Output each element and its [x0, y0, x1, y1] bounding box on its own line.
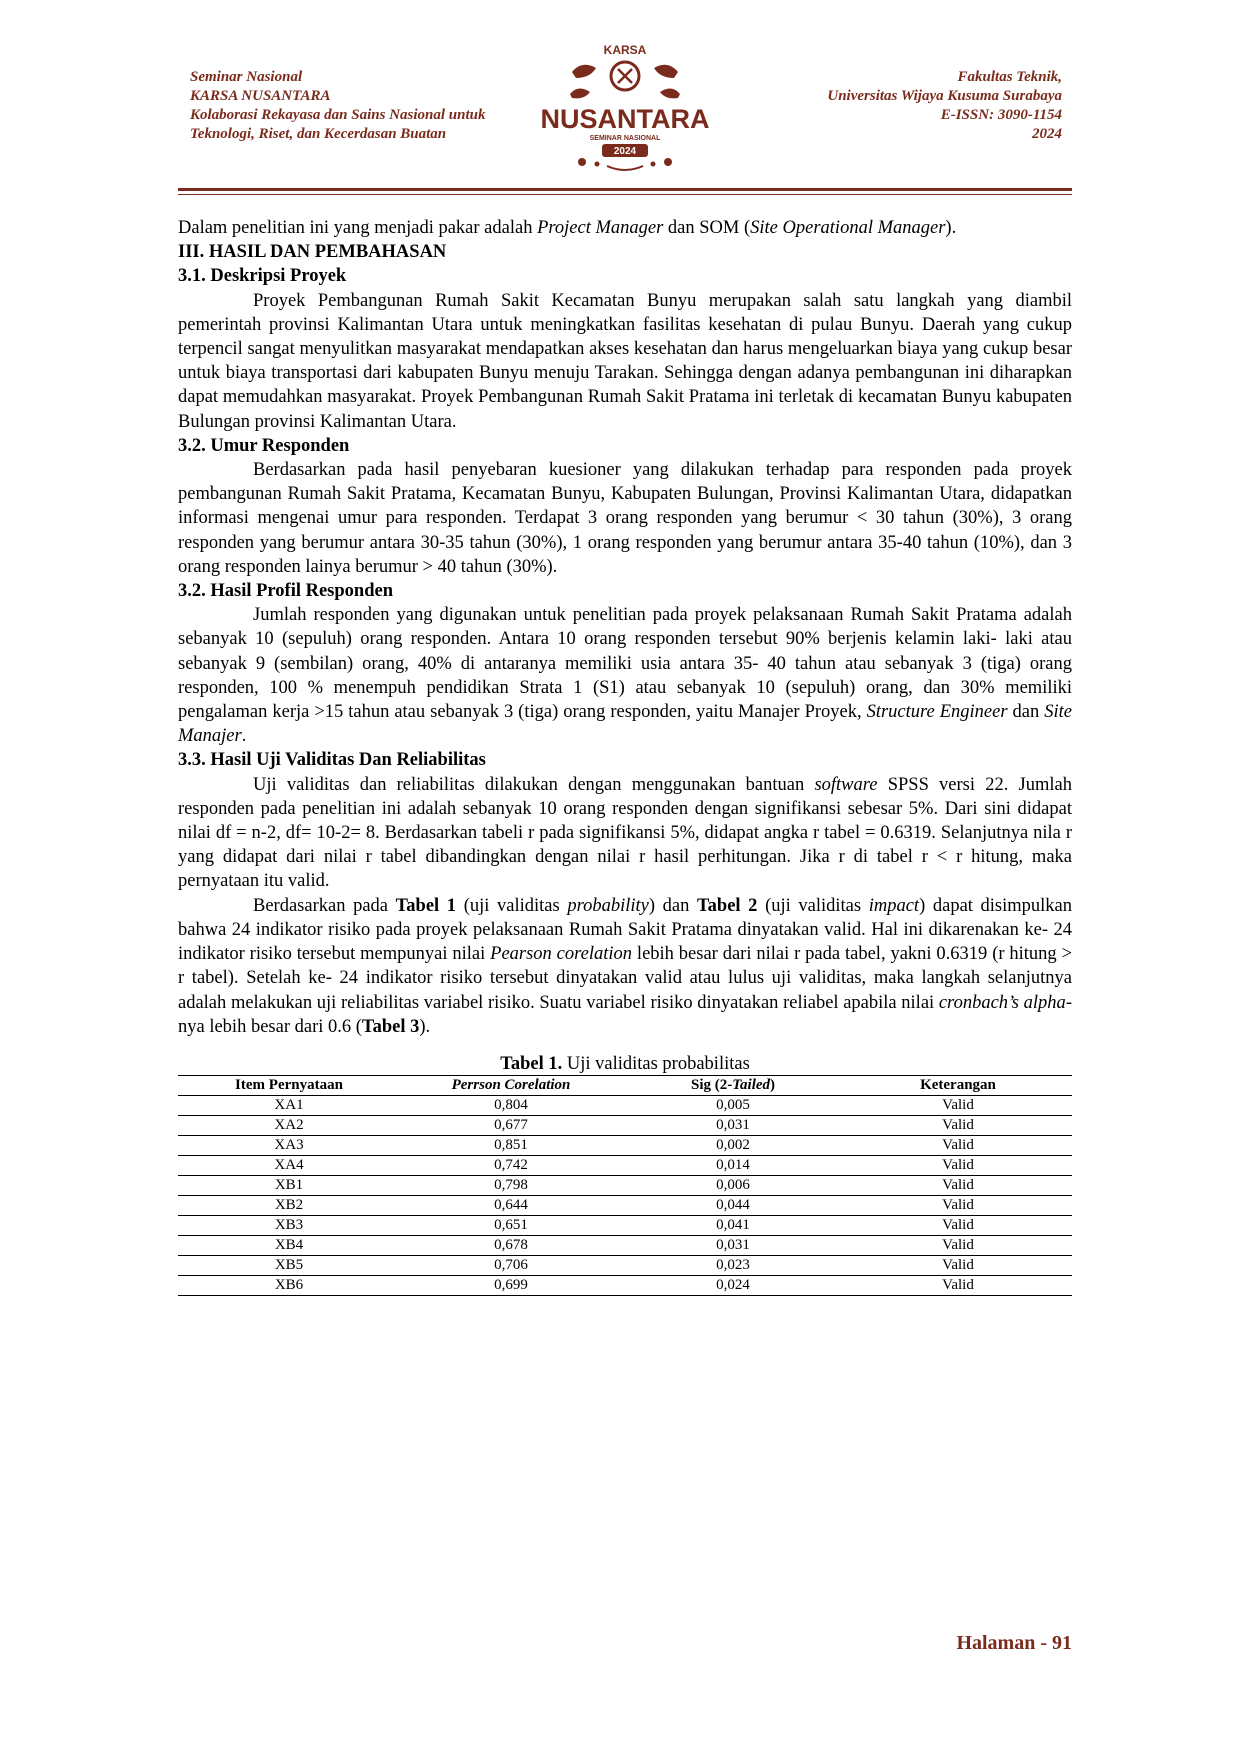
karsa-nusantara-logo — [540, 42, 710, 174]
section-body-3-3-p1: Uji validitas dan reliabilitas dilakukan dengan menggunakan bantuan software SPSS versi 22. Jumlah responden pada penelitian ini adalah sebanyak 10 orang responden dengan signifikansi sebesar 5%. Dari sini didapat nilai df = n-2, df= 10-2= 8. Berdasarkan tabeli r pada signifikansi 5%, didapat angka r tabel = 0.6319. Selanjutnya nila r yang didapat dari nilai r tabel dibandingkan dengan nilai r hasil perhitungan. Jika r di tabel r < r hitung, maka pernyataan itu valid. — [178, 774, 1072, 892]
table-cell: XB1 — [178, 1175, 400, 1195]
table-row — [178, 1195, 1072, 1215]
table-row — [178, 1095, 1072, 1115]
table-cell: 0,677 — [400, 1115, 622, 1135]
header-divider — [178, 188, 1072, 191]
table-row — [178, 1135, 1072, 1155]
table-cell: XB4 — [178, 1235, 400, 1255]
table-cell: XB3 — [178, 1215, 400, 1235]
table-cell: 0,002 — [622, 1135, 844, 1155]
logo-sub-text: SEMINAR NASIONAL — [589, 135, 661, 142]
validity-table — [178, 1075, 1072, 1296]
logo-year-text: 2024 — [613, 146, 637, 157]
table-cell: 0,678 — [400, 1235, 622, 1255]
logo-main-text: NUSANTARA — [540, 104, 710, 134]
section-body-3-2-umur: Berdasarkan pada hasil penyebaran kuesioner yang dilakukan terhadap para responden pada proyek pembangunan Rumah Sakit Pratama, Kecamatan Bunyu, Kabupaten Bulungan, Provinsi Kalimantan Utara, didapatkan informasi mengenai umur para responden. Terdapat 3 orang responden yang berumur < 30 tahun (30%), 3 orang responden yang berumur antara 30-35 tahun (30%), 1 orang responden yang berumur antara 35-40 tahun (10%), dan 3 orang responden lainya berumur > 40 tahun (30%). — [178, 460, 1072, 577]
table-cell: 0,742 — [400, 1155, 622, 1175]
header-left-line: Teknologi, Riset, dan Kecerdasan Buatan — [190, 126, 447, 142]
table-body — [178, 1095, 1072, 1295]
header-right-line: Fakultas Teknik, — [957, 69, 1062, 85]
table-row — [178, 1235, 1072, 1255]
header-divider-thin — [178, 194, 1072, 195]
table-cell: 0,006 — [622, 1175, 844, 1195]
table-cell: 0,031 — [622, 1235, 844, 1255]
col-header-item: Item Pernyataan — [178, 1075, 400, 1095]
table-cell: 0,644 — [400, 1195, 622, 1215]
table-row — [178, 1215, 1072, 1235]
table-cell: 0,014 — [622, 1155, 844, 1175]
page-content — [178, 216, 1072, 1296]
table-cell: XA1 — [178, 1095, 400, 1115]
table-row — [178, 1275, 1072, 1295]
table-row — [178, 1175, 1072, 1195]
table-cell: Valid — [844, 1175, 1072, 1195]
table-cell: Valid — [844, 1135, 1072, 1155]
table-cell: 0,023 — [622, 1255, 844, 1275]
intro-paragraph: Dalam penelitian ini yang menjadi pakar adalah Project Manager dan SOM (Site Operational Manager). — [178, 218, 957, 238]
table-cell: Valid — [844, 1255, 1072, 1275]
table-cell: 0,044 — [622, 1195, 844, 1215]
table-cell: 0,804 — [400, 1095, 622, 1115]
section-heading-3-2-profil: 3.2. Hasil Profil Responden — [178, 581, 393, 602]
header-right — [827, 68, 1062, 144]
table-cell: 0,699 — [400, 1275, 622, 1295]
table-cell: 0,031 — [622, 1115, 844, 1135]
table-cell: 0,706 — [400, 1255, 622, 1275]
table-cell: Valid — [844, 1155, 1072, 1175]
col-header-sig: Sig (2-Tailed) — [622, 1075, 844, 1095]
table-cell: XA3 — [178, 1135, 400, 1155]
header-left — [190, 68, 486, 144]
section-heading-3-2-umur: 3.2. Umur Responden — [178, 435, 350, 456]
page-number: Halaman - 91 — [956, 1632, 1072, 1654]
header-left-line: Kolaborasi Rekayasa dan Sains Nasional untuk — [190, 107, 486, 123]
table-cell: Valid — [844, 1195, 1072, 1215]
table-cell: Valid — [844, 1115, 1072, 1135]
header-left-line: KARSA NUSANTARA — [190, 88, 331, 104]
table-cell: XB6 — [178, 1275, 400, 1295]
header-right-line: E-ISSN: 3090-1154 — [940, 107, 1062, 123]
section-heading-3-1: 3.1. Deskripsi Proyek — [178, 266, 347, 287]
section-body-3-2-profil: Jumlah responden yang digunakan untuk penelitian pada proyek pelaksanaan Rumah Sakit Pratama adalah sebanyak 10 (sepuluh) orang responden. Antara 10 orang responden tersebut 90% berjenis kelamin laki- laki atau sebanyak 9 (sembilan) orang, 40% di antaranya memiliki usia antara 35- 40 tahun atau sebanyak 3 (tiga) orang responden, 100 % menempuh pendidikan Strata 1 (S1) atau sebanyak 10 (sepuluh) orang, dan 30% memiliki pengalaman kerja >15 tahun atau sebanyak 3 (tiga) orang responden, yaitu Manajer Proyek, Structure Engineer dan Site Manajer. — [178, 605, 1072, 747]
table-cell: Valid — [844, 1235, 1072, 1255]
table-cell: XB2 — [178, 1195, 400, 1215]
page-header — [0, 0, 1240, 200]
section-heading-3-3: 3.3. Hasil Uji Validitas Dan Reliabilitas — [178, 750, 486, 771]
table-cell: XB5 — [178, 1255, 400, 1275]
header-right-line: Universitas Wijaya Kusuma Surabaya — [827, 88, 1062, 104]
table-cell: Valid — [844, 1215, 1072, 1235]
col-header-ket: Keterangan — [844, 1075, 1072, 1095]
col-header-corr: Perrson Corelation — [400, 1075, 622, 1095]
table-cell: Valid — [844, 1275, 1072, 1295]
header-right-line: 2024 — [1032, 126, 1062, 142]
table-caption: Tabel 1. Uji validitas probabilitas — [500, 1053, 750, 1074]
table-cell: 0,651 — [400, 1215, 622, 1235]
chapter-title: III. HASIL DAN PEMBAHASAN — [178, 242, 447, 263]
table-cell: 0,041 — [622, 1215, 844, 1235]
table-cell: Valid — [844, 1095, 1072, 1115]
table-cell: XA2 — [178, 1115, 400, 1135]
table-cell: 0,798 — [400, 1175, 622, 1195]
table-cell: 0,005 — [622, 1095, 844, 1115]
table-cell: XA4 — [178, 1155, 400, 1175]
table-header-row — [178, 1075, 1072, 1095]
table-cell: 0,851 — [400, 1135, 622, 1155]
table-row — [178, 1155, 1072, 1175]
table-row — [178, 1255, 1072, 1275]
section-body-3-1: Proyek Pembangunan Rumah Sakit Kecamatan Bunyu merupakan salah satu langkah yang diambil pemerintah provinsi Kalimantan Utara untuk meningkatkan fasilitas kesehatan di pulau Bunyu. Daerah yang cukup terpencil sangat menyulitkan masyarakat mendapatkan akses kesehatan dan harus mengeluarkan biaya yang cukup besar untuk biaya transportasi dari kabupaten Bunyu menuju Tarakan. Sehingga dengan adanya pembangunan ini diharapkan dapat memudahkan masyarakat. Proyek Pembangunan Rumah Sakit Pratama ini terletak di kecamatan Bunyu kabupaten Bulungan provinsi Kalimantan Utara. — [178, 290, 1072, 432]
section-body-3-3-p2: Berdasarkan pada Tabel 1 (uji validitas probability) dan Tabel 2 (uji validitas impact) dapat disimpulkan bahwa 24 indikator risiko pada proyek pelaksanaan Rumah Sakit Pratama dinyatakan valid. Hal ini dikarenakan ke- 24 indikator risiko tersebut mempunyai nilai Pearson corelation lebih besar dari nilai r pada tabel, yakni 0.6319 (r hitung > r tabel). Setelah ke- 24 indikator risiko tersebut dinyatakan valid atau lulus uji validitas, maka langkah selanjutnya adalah melakukan uji reliabilitas variabel risiko. Suatu variabel risiko dinyatakan reliabel apabila nilai cronbach’s alpha-nya lebih besar dari 0.6 (Tabel 3). — [178, 895, 1073, 1037]
table-row — [178, 1115, 1072, 1135]
header-left-line: Seminar Nasional — [190, 69, 303, 85]
table-cell: 0,024 — [622, 1275, 844, 1295]
logo-top-text: KARSA — [603, 43, 647, 57]
